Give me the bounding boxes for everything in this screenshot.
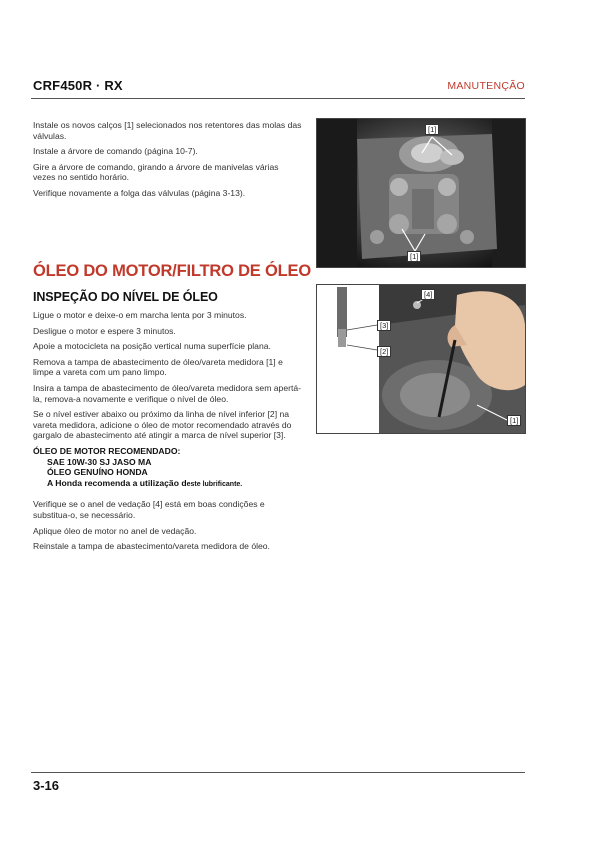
header-section: MANUTENÇÃO [447,80,525,92]
header-rule [31,98,525,99]
header-model: CRF450R · RX [33,78,123,93]
oil-paragraph: Se o nível estiver abaixo ou próximo da linha de nível inferior [2] na vareta medidora, adicione o óleo de motor recomendado através do gargalo de abastecimento até atingir a marca de nível superior [3]. [33,409,292,441]
callout-label: [1] [407,251,421,262]
oil-paragraph: Remova a tampa de abastecimento de óleo/vareta medidora [1] e limpe a vareta com um pano limpo. [33,356,283,378]
oil-paragraph: Aplique óleo de motor no anel de vedação. [33,525,197,536]
page-number: 3-16 [33,778,60,793]
section-title: ÓLEO DO MOTOR/FILTRO DE ÓLEO [33,262,311,280]
oil-paragraph: Verifique se o anel de vedação [4] está em boas condições e substitua-o, se necessário. [33,499,265,520]
callout-label: [1] [425,124,439,135]
callout-label: [2] [377,346,391,357]
oil-paragraph: Desligue o motor e espere 3 minutos. [33,325,176,336]
recommended-oil-note [33,478,303,491]
oil-paragraph: Ligue o motor e deixe-o em marcha lenta por 3 minutos. [33,310,247,320]
recommended-oil-title: ÓLEO DE MOTOR RECOMENDADO: [33,445,181,456]
callout-label: [1] [507,415,521,426]
footer-rule [31,772,525,773]
recommended-oil-spec: SAE 10W-30 SJ JASO MA [47,456,152,467]
oil-text-column [33,310,303,552]
note-small: este lubrificante. [186,480,243,488]
valve-train-photo [316,118,526,268]
callout-label: [4] [421,289,435,300]
oil-dipstick-photo [316,284,526,434]
valve-paragraph: Verifique novamente a folga das válvulas (página 3-13). [33,187,246,198]
valve-train-illustration [317,119,525,267]
section-subtitle: INSPEÇÃO DO NÍVEL DE ÓLEO [33,290,218,304]
valve-paragraph: Gire a árvore de comando, girando a árvore de manivelas várias vezes no sentido horário. [33,161,279,183]
callout-label: [3] [377,320,391,331]
valve-paragraph: Instale a árvore de comando (página 10-7). [33,146,198,157]
note-main: A Honda recomenda a utilização d [47,477,187,488]
oil-paragraph: Apoie a motocicleta na posição vertical numa superfície plana. [33,341,271,352]
recommended-oil-brand: ÓLEO GENUÍNO HONDA [47,467,148,478]
oil-paragraph: Reinstale a tampa de abastecimento/vareta medidora de óleo. [33,541,270,552]
oil-paragraph: Insira a tampa de abastecimento de óleo/vareta medidora sem apertá-la, remova-a novamente e verifique o nível de óleo. [33,382,301,404]
valve-text-column [33,120,303,199]
valve-paragraph: Instale os novos calços [1] selecionados nos retentores das molas das válvulas. [33,120,302,141]
oil-dipstick-illustration [317,285,525,433]
